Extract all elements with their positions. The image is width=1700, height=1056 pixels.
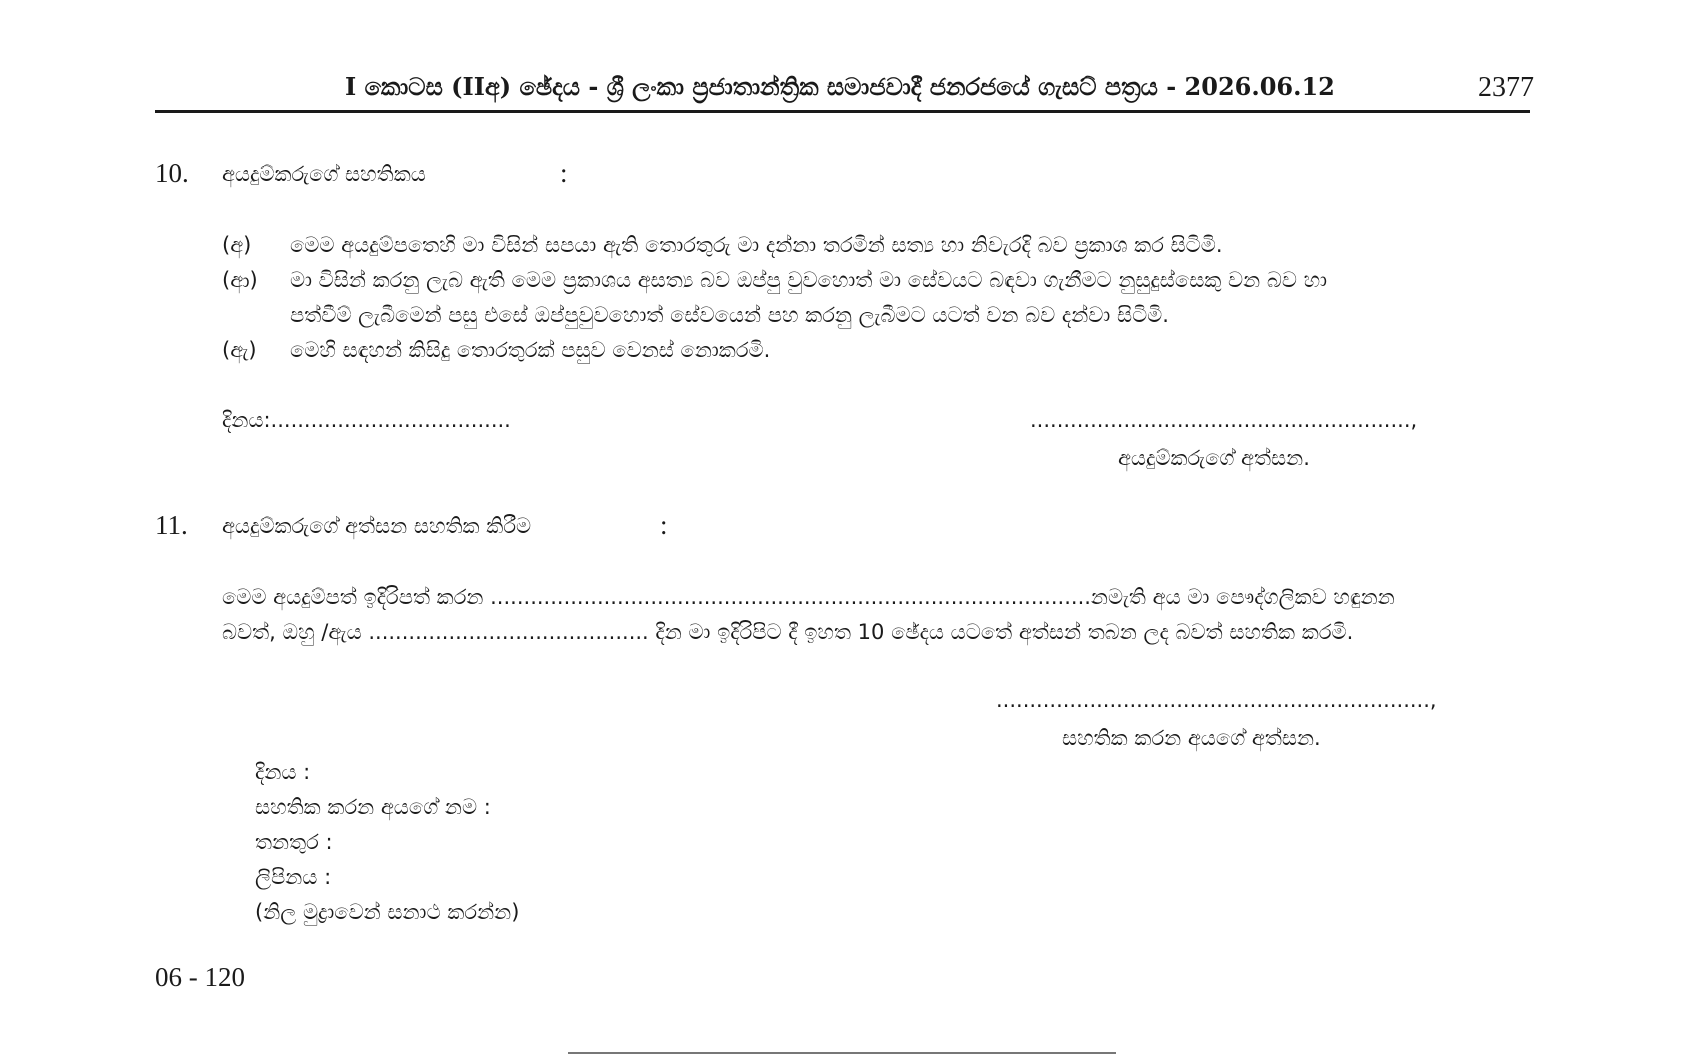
section-11-number: 11.	[155, 510, 188, 540]
applicant-date-field: දිනය:....................................	[222, 408, 511, 432]
section-10-colon: :	[560, 158, 568, 188]
certification-text-line1: මෙම අයදුම්පත් ඉදිරිපත් කරන ..........................................................................................නමැති අය මා පෞද්ගලිකව හඳුනන	[222, 585, 1395, 609]
bottom-rule	[568, 1052, 1116, 1054]
certifier-signature-line: .................................................................,	[996, 688, 1437, 712]
footer-code: 06 - 120	[155, 962, 245, 992]
item-ae-label: (ඇ)	[222, 338, 257, 362]
official-seal-note: (නිල මුද්‍රාවෙන් සනාථ කරන්න)	[255, 900, 520, 924]
certifier-name-field: සහතික කරන අයගේ නම :	[255, 795, 491, 819]
certification-text-line2: බවත්, ඔහු /ඇය .......................................... දින මා ඉදිරිපිට දී ඉහත 10 ඡේදය යටතේ අත්සන් තබන ලද බවත් සහතික කරමි.	[222, 620, 1354, 644]
item-aa-text-line2: පත්වීම් ලැබීමෙන් පසු එසේ ඔප්පුවුවහොත් සේවයෙන් පහ කරනු ලැබීමට යටත් වන බව දන්වා සිටිමි.	[290, 303, 1169, 327]
certifier-address-field: ලිපිනය :	[255, 865, 332, 889]
section-10-title: අයදුම්කරුගේ සහතිකය	[222, 162, 426, 186]
item-aa-text-line1: මා විසින් කරනු ලැබ ඇති මෙම ප්‍රකාශය අසත්‍ය බව ඔප්පු වුවහොත් මා සේවයට බඳවා ගැනීමට නුසුදුස්සෙකු වන බව හා	[290, 268, 1328, 292]
applicant-signature-caption: අයදුම්කරුගේ අත්සන.	[1118, 446, 1310, 470]
certifier-designation-field: තනතුර :	[255, 830, 333, 854]
header-title: I කොටස (IIඅ) ඡේදය - ශ්‍රී ලංකා ප්‍රජාතාන්ත්‍රික සමාජවාදී ජනරජයේ ගැසට් පත්‍රය - 2026.06.12	[345, 72, 1335, 101]
certifier-signature-caption: සහතික කරන අයගේ අත්සන.	[1062, 726, 1321, 750]
applicant-signature-line: .........................................................,	[1030, 408, 1418, 432]
header-rule	[155, 110, 1530, 113]
item-a-label: (අ)	[222, 233, 252, 257]
section-10-number: 10.	[155, 158, 189, 188]
certifier-date-field: දිනය :	[255, 760, 311, 784]
section-11-title: අයදුම්කරුගේ අත්සන සහතික කිරීම	[222, 514, 532, 538]
page-number: 2377	[1478, 72, 1534, 103]
item-ae-text: මෙහි සඳහන් කිසිදු තොරතුරක් පසුව වෙනස් නොකරමි.	[290, 338, 771, 362]
section-11-colon: :	[660, 510, 668, 540]
item-a-text: මෙම අයදුම්පතෙහි මා විසින් සපයා ඇති තොරතුරු මා දන්නා තරමින් සත්‍ය හා නිවැරදි බව ප්‍රකාශ කර සිටිමි.	[290, 233, 1223, 257]
item-aa-label: (ආ)	[222, 268, 258, 292]
